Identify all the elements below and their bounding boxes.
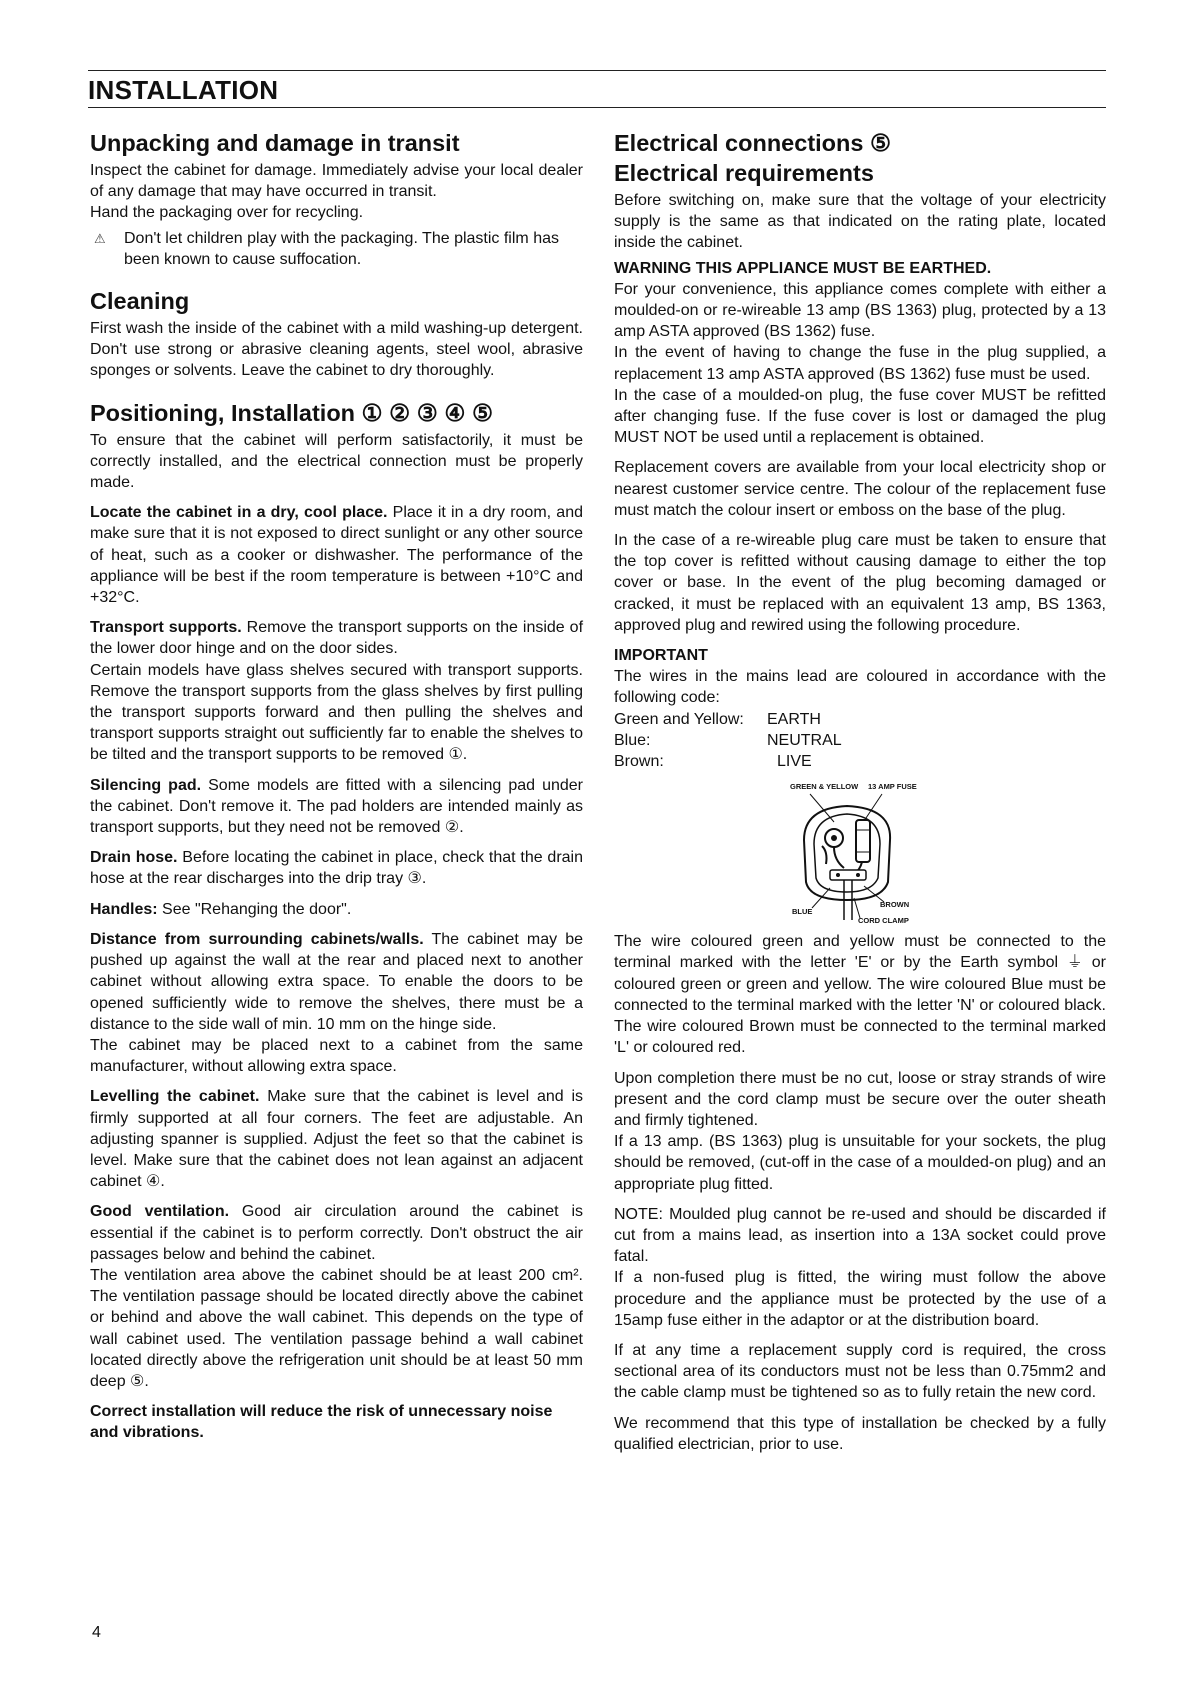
important-title: IMPORTANT (614, 647, 708, 665)
silencing-paragraph (90, 775, 583, 839)
levelling-paragraph (90, 1086, 583, 1192)
packaging-warning (90, 228, 583, 270)
transport-paragraph-2: Certain models have glass shelves secured with transport supports. Remove the transport supports from the glass shelves by first pulling the transport supports forward and then pulling the shelves and transport supports straight out sufficiently far to enable the shelves to be tilted and the transport supports to be removed ①. (90, 661, 583, 764)
right-column (614, 130, 1106, 1464)
plug-illustration (752, 780, 942, 925)
cleaning-paragraph: First wash the inside of the cabinet with a mild washing-up detergent. Don't use strong or abrasive cleaning agents, steel wool, abrasive sponges or solvents. Leave the cabinet to dry thoroughly. (90, 320, 583, 380)
packaging-warning-text: Don't let children play with the packaging. The plastic film has been known to cause suffocation. (124, 229, 559, 268)
handles-paragraph (90, 899, 583, 920)
replacement-cord-paragraph: If at any time a replacement supply cord is required, the cross sectional area of its conductors must not be less than 0.75mm2 and the cable clamp must be tightened so as to fully retain the new cord. (614, 1341, 1106, 1402)
unpacking-heading: Unpacking and damage in transit (90, 130, 460, 156)
closing-statement: Correct installation will reduce the risk of unnecessary noise and vibrations. (90, 1403, 553, 1442)
transport-title: Transport supports. (90, 619, 242, 637)
label-blue: BLUE (792, 907, 813, 917)
electrical-requirements-heading: Electrical requirements (614, 160, 874, 186)
drain-paragraph (90, 847, 583, 889)
page-number: 4 (92, 1624, 101, 1641)
top-rule (88, 70, 1106, 71)
ventilation-paragraph (90, 1201, 583, 1265)
locate-body: Place it in a dry room, and make sure that it is not exposed to direct sunlight or any other source of heat, such as a cooker or dishwasher. The performance of the appliance will be best if the room temperature is between +10°C and +32°C. (90, 504, 583, 607)
distance-title: Distance from surrounding cabinets/walls. (90, 930, 424, 948)
locate-paragraph (90, 502, 583, 608)
earth-warning: WARNING THIS APPLIANCE MUST BE EARTHED. (614, 259, 992, 277)
wire-code-intro: The wires in the mains lead are coloured in accordance with the following code: (614, 668, 1106, 707)
positioning-heading: Positioning, Installation ① ② ③ ④ ⑤ (90, 399, 494, 426)
completion-paragraph: Upon completion there must be no cut, loose or stray strands of wire present and the cord clamp must be secure over the outer sheath and firmly tightened. (614, 1069, 1106, 1129)
ventilation-body: Good air circulation around the cabinet is essential if the cabinet is to perform correctly. Don't obstruct the air passages below and behind the cabinet. (90, 1203, 583, 1263)
wire-code-label: Blue: (614, 731, 651, 749)
transport-paragraph (90, 617, 583, 659)
page-title: INSTALLATION (88, 75, 279, 105)
wire-code-row-neutral (614, 730, 1106, 751)
drain-body: Before locating the cabinet in place, check that the drain hose at the rear discharges into the drip tray ③. (90, 849, 583, 888)
electrical-connections-heading: Electrical connections ⑤ (614, 130, 892, 156)
recommendation-paragraph: We recommend that this type of installation be checked by a fully qualified electrician, prior to use. (614, 1414, 1106, 1453)
wire-code-value: LIVE (777, 753, 812, 771)
fuse-paragraph: In the event of having to change the fuse in the plug supplied, a replacement 13 amp ASTA approved (BS 1362) fuse must be used. (614, 344, 1106, 383)
wire-code-value: EARTH (767, 710, 821, 728)
label-cord-clamp: CORD CLAMP (858, 916, 909, 926)
note-paragraph: NOTE: Moulded plug cannot be re-used and should be discarded if cut from a mains lead, as insertion into a 13A socket could prove fatal. (614, 1205, 1106, 1266)
title-rule (88, 107, 1106, 108)
levelling-title: Levelling the cabinet. (90, 1088, 260, 1106)
left-column (90, 130, 583, 1453)
plug-paragraph: For your convenience, this appliance comes complete with either a moulded-on or re-wireable 13 amp (BS 1363) plug, protected by a 13 amp ASTA approved (BS 1362) fuse. (614, 280, 1106, 341)
ventilation-title: Good ventilation. (90, 1203, 230, 1221)
locate-title: Locate the cabinet in a dry, cool place. (90, 504, 388, 522)
wire-code-value: NEUTRAL (767, 731, 842, 749)
distance-paragraph-2: The cabinet may be placed next to a cabinet from the same manufacturer, without allowing extra space. (90, 1036, 583, 1076)
label-fuse: 13 AMP FUSE (868, 782, 917, 792)
voltage-paragraph: Before switching on, make sure that the voltage of your electricity supply is the same as that indicated on the rating plate, located inside the cabinet. (614, 192, 1106, 252)
silencing-title: Silencing pad. (90, 776, 202, 794)
wire-code-label: Green and Yellow: (614, 710, 744, 728)
unpacking-paragraph: Inspect the cabinet for damage. Immediately advise your local dealer of any damage that may have occurred in transit. (90, 162, 583, 201)
ventilation-paragraph-2: The ventilation area above the cabinet should be at least 200 cm². The ventilation passage should be located directly above the cabinet or behind and above the wall cabinet. This depends on the type of wall cabinet used. The ventilation passage behind a wall cabinet located directly above the refrigeration unit should be at least 50 mm deep ⑤. (90, 1266, 583, 1390)
positioning-intro: To ensure that the cabinet will perform satisfactorily, it must be correctly installed, and the electrical connection must be properly made. (90, 431, 583, 492)
transport-body: Remove the transport supports on the inside of the lower door hinge and on the door sides. (90, 619, 584, 658)
warning-icon: ⚠ (94, 230, 106, 246)
plug-wiring-diagram (752, 780, 942, 925)
label-brown: BROWN (880, 900, 910, 910)
handles-body: See "Rehanging the door". (157, 900, 352, 918)
replacement-covers-paragraph: Replacement covers are available from your local electricity shop or nearest customer service centre. The colour of the replacement fuse must match the colour insert or emboss on the base of the plug. (614, 459, 1106, 519)
unsuitable-plug-paragraph: If a 13 amp. (BS 1363) plug is unsuitable for your sockets, the plug should be removed, (cut-off in the case of a moulded-on plug) and an appropriate plug fitted. (614, 1133, 1106, 1193)
silencing-body: Some models are fitted with a silencing pad under the cabinet. Don't remove it. The pad holders are intended mainly as transport supports, but they need not be removed ②. (90, 776, 583, 837)
cleaning-heading: Cleaning (90, 288, 190, 315)
distance-paragraph (90, 929, 583, 1035)
distance-body: The cabinet may be pushed up against the wall at the rear and placed next to another cabinet without allowing extra space. To enable the doors to be opened sufficiently wide to remove the shelves, there must be a distance to the side wall of min. 10 mm on the hinge side. (90, 930, 583, 1033)
wire-code-table (614, 709, 1106, 773)
wire-code-label: Brown: (614, 753, 664, 771)
levelling-body: Make sure that the cabinet is level and is firmly supported at all four corners. The feet are adjustable. An adjusting spanner is supplied. Adjust the feet so that the cabinet is level. Make sure that the cabinet does not lean against an adjacent cabinet ④. (90, 1088, 584, 1191)
drain-title: Drain hose. (90, 849, 178, 867)
fuse-cover-paragraph: In the case of a moulded-on plug, the fuse cover MUST be refitted after changing fuse. If the fuse cover is lost or damaged the plug MUST NOT be used until a replacement is obtained. (614, 386, 1106, 447)
label-green-yellow: GREEN & YELLOW (790, 782, 859, 792)
rewireable-plug-paragraph: In the case of a re-wireable plug care must be taken to ensure that the top cover is refitted without causing damage to either the top cover or base. In the event of the plug becoming damaged or cracked, it must be replaced with an equivalent 13 amp, BS 1363, approved plug and rewired using the following procedure. (614, 532, 1106, 634)
non-fused-plug-paragraph: If a non-fused plug is fitted, the wiring must follow the above procedure and the appliance must be protected by the use of a 15amp fuse either in the adaptor or at the distribution board. (614, 1269, 1106, 1329)
wire-connection-paragraph: The wire coloured green and yellow must be connected to the terminal marked with the letter 'E' or by the Earth symbol ⏚ or coloured green or green and yellow. The wire coloured Blue must be connected to the terminal marked with the letter 'N' or coloured black. The wire coloured Brown must be connected to the terminal marked 'L' or coloured red. (614, 933, 1106, 1057)
recycling-paragraph: Hand the packaging over for recycling. (90, 204, 364, 222)
wire-code-row-earth (614, 709, 1106, 730)
handles-title: Handles: (90, 900, 158, 918)
wire-code-row-live (614, 751, 1106, 772)
